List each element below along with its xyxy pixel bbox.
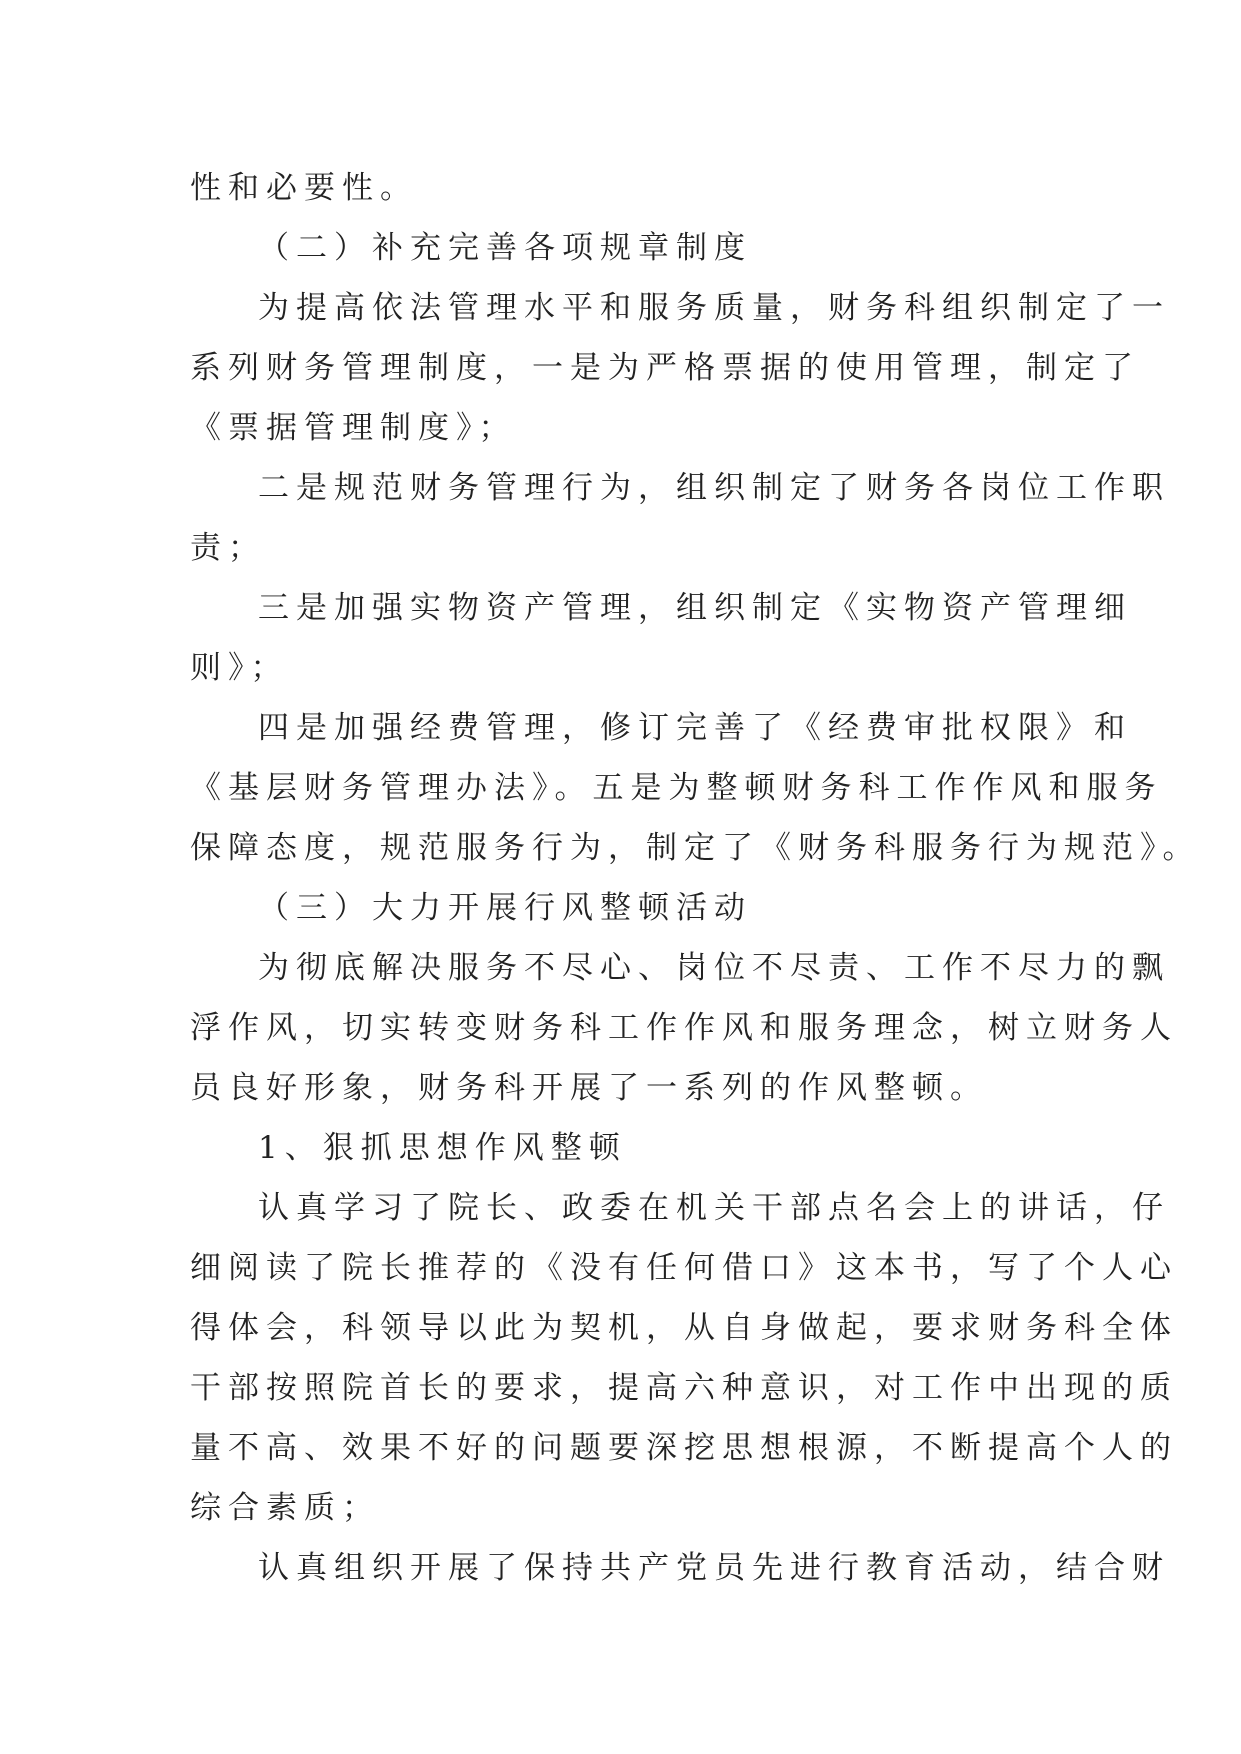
text-line: 认真学习了院长、政委在机关干部点名会上的讲话，仔: [258, 1190, 1170, 1226]
text-line: 二是规范财务管理行为，组织制定了财务各岗位工作职: [258, 470, 1170, 506]
subsection-heading: 1、狠抓思想作风整顿: [258, 1130, 627, 1166]
text-line: 《票据管理制度》；: [190, 410, 517, 446]
text-line: 得体会，科领导以此为契机，从自身做起，要求财务科全体: [190, 1310, 1178, 1346]
text-line: 认真组织开展了保持共产党员先进行教育活动，结合财: [258, 1550, 1170, 1586]
text-line: 为彻底解决服务不尽心、岗位不尽责、工作不尽力的飘: [258, 950, 1170, 986]
text-line: 干部按照院首长的要求，提高六种意识，对工作中出现的质: [190, 1370, 1178, 1406]
text-line: 四是加强经费管理，修订完善了《经费审批权限》和: [258, 710, 1132, 746]
document-body: [190, 158, 1201, 1598]
text-line: 量不高、效果不好的问题要深挖思想根源，不断提高个人的: [190, 1430, 1178, 1466]
text-line: 三是加强实物资产管理，组织制定《实物资产管理细: [258, 590, 1132, 626]
text-line: 保障态度，规范服务行为，制定了《财务科服务行为规范》。: [190, 830, 1201, 866]
text-line: 系列财务管理制度，一是为严格票据的使用管理，制定了: [190, 350, 1140, 386]
text-line: 浮作风，切实转变财务科工作作风和服务理念，树立财务人: [190, 1010, 1178, 1046]
text-line: 《基层财务管理办法》。五是为整顿财务科工作作风和服务: [190, 770, 1163, 806]
text-line: 员良好形象，财务科开展了一系列的作风整顿。: [190, 1070, 988, 1106]
text-line: 为提高依法管理水平和服务质量，财务科组织制定了一: [258, 290, 1170, 326]
text-line: 性和必要性。: [190, 170, 418, 206]
text-line: 则》；: [190, 650, 289, 686]
section-heading: （三）大力开展行风整顿活动: [258, 890, 752, 926]
text-line: 责；: [190, 530, 266, 566]
text-line: 细阅读了院长推荐的《没有任何借口》这本书，写了个人心: [190, 1250, 1178, 1286]
text-line: 综合素质；: [190, 1490, 380, 1526]
section-heading: （二）补充完善各项规章制度: [258, 230, 752, 266]
